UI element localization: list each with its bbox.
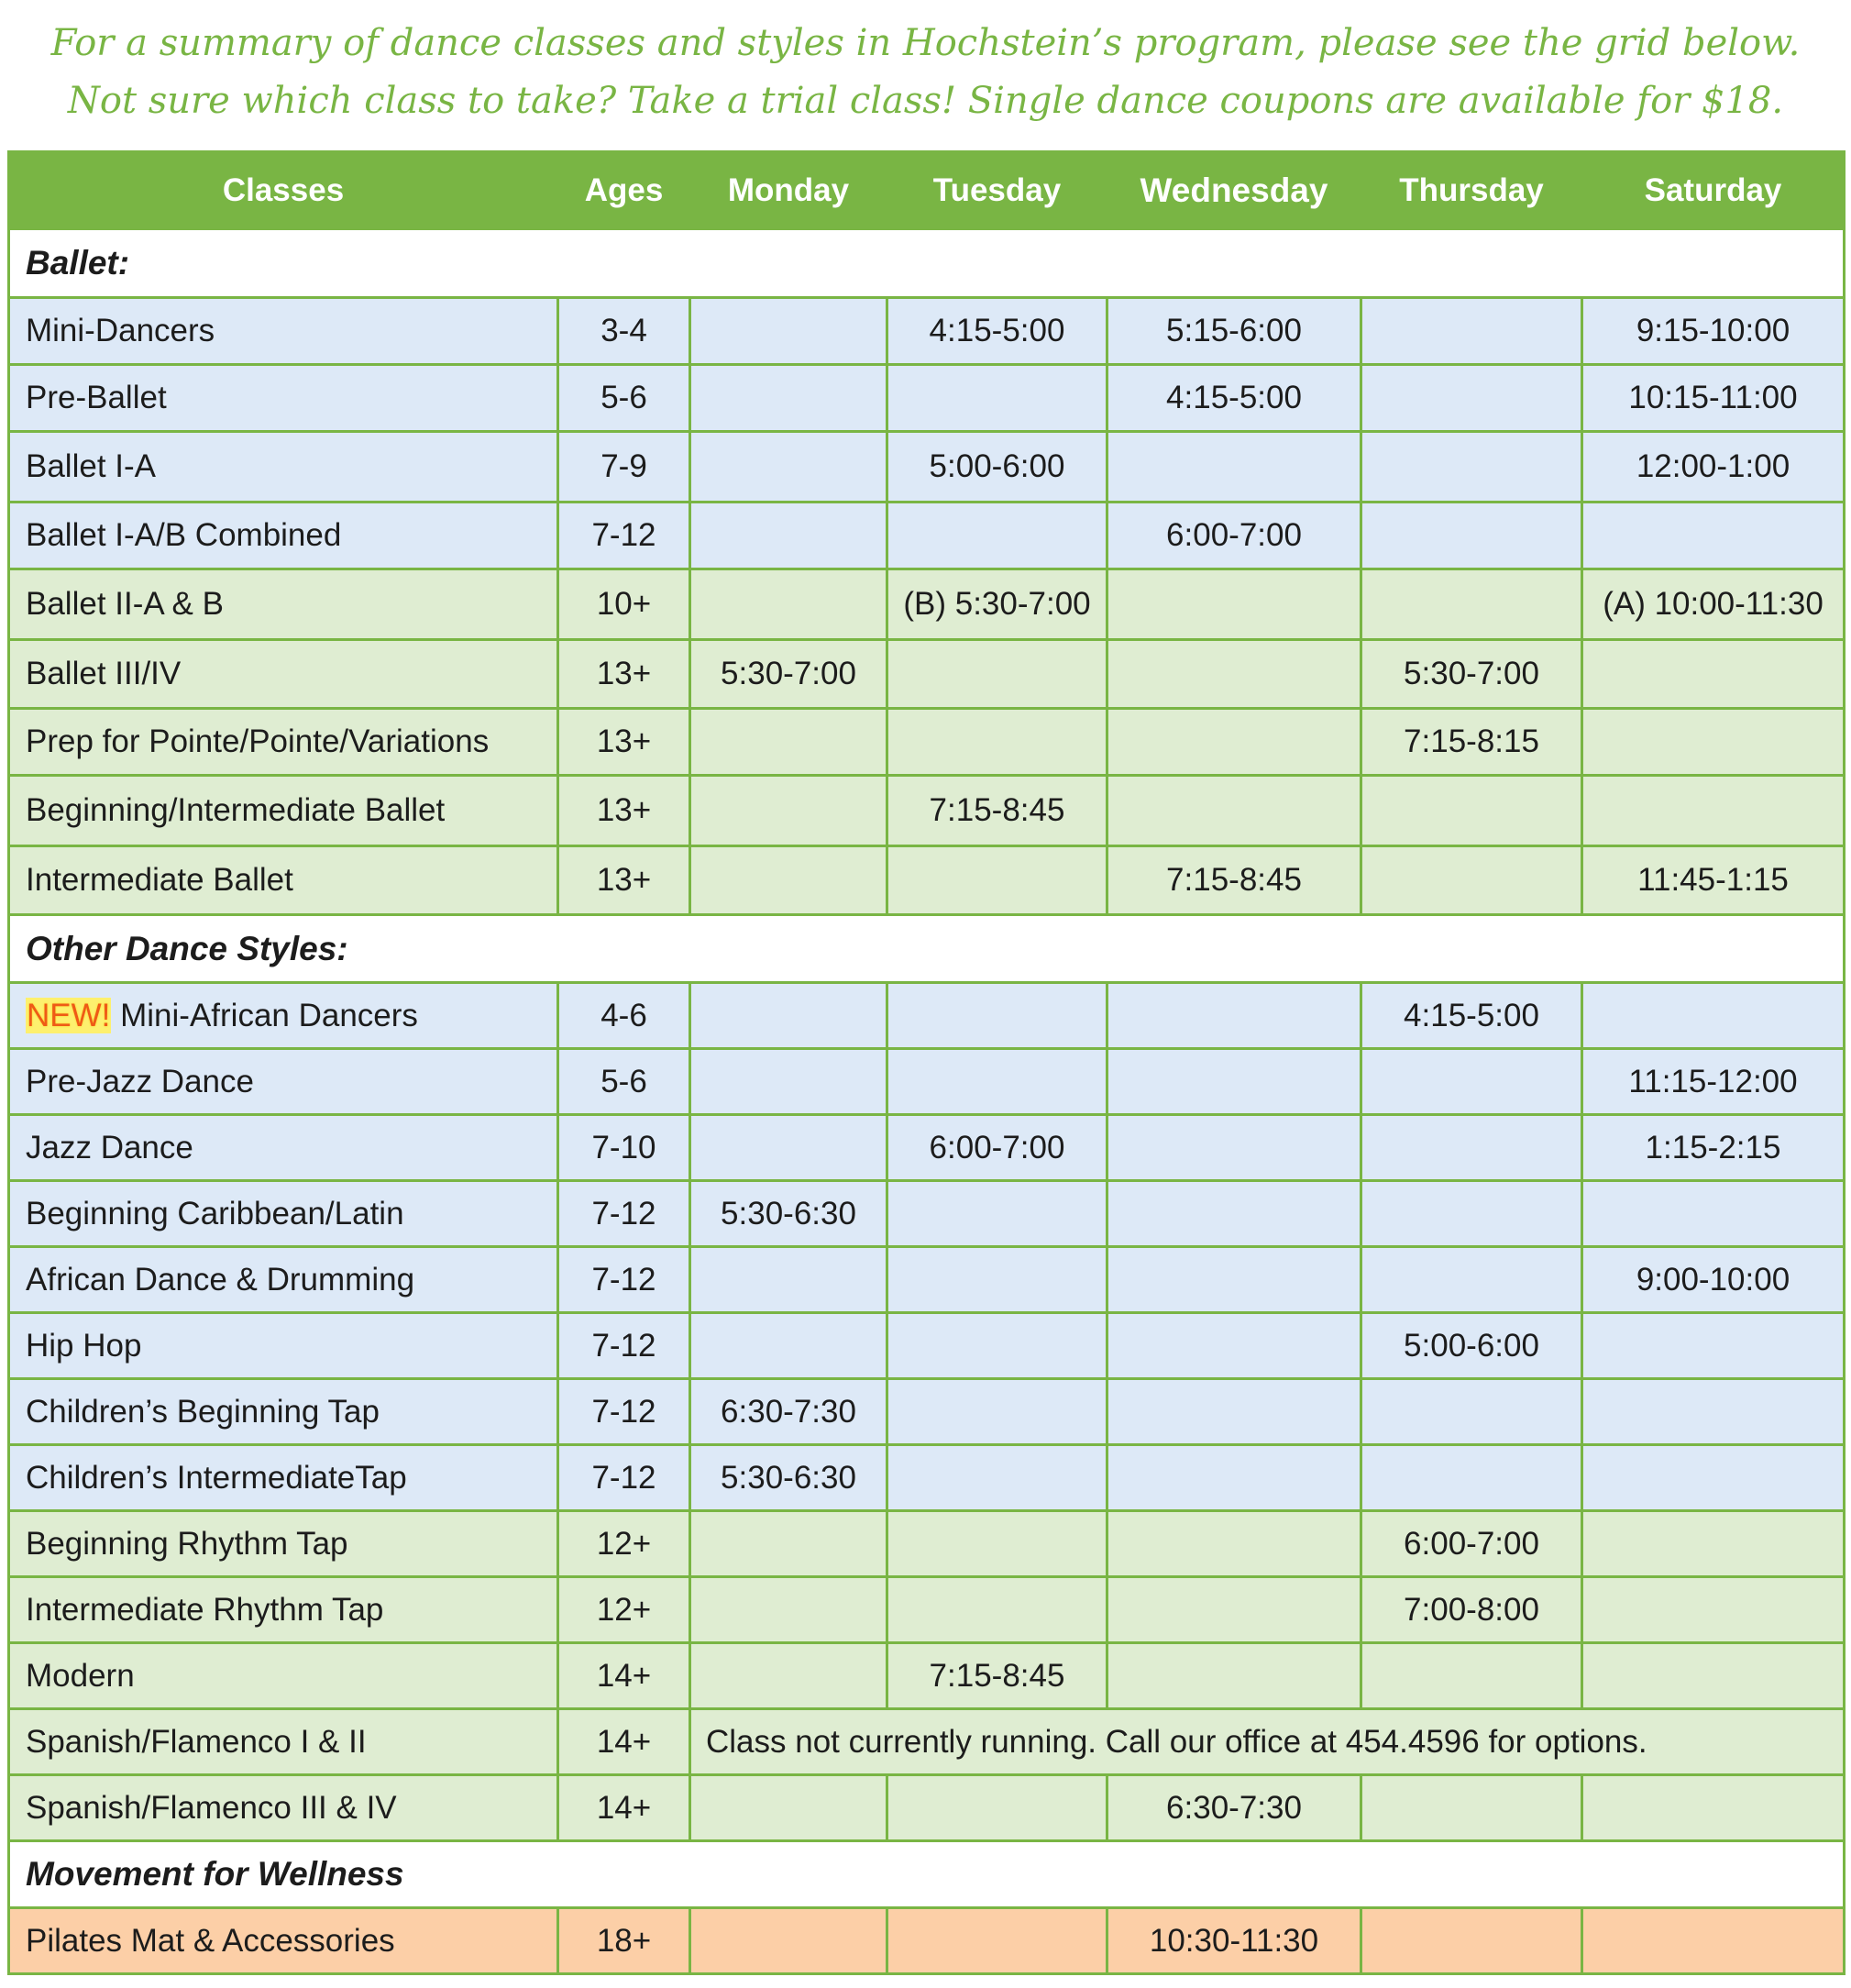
class-row: [9, 1445, 1845, 1511]
time-cell-thursday: [1361, 365, 1582, 432]
time-cell-thursday: [1361, 1247, 1582, 1313]
time-cell-tuesday: [887, 1908, 1107, 1974]
class-age-cell: 4-6: [558, 983, 690, 1049]
time-cell-saturday: [1582, 1313, 1845, 1379]
class-name-cell: [9, 1643, 558, 1709]
header-wednesday: Wednesday: [1107, 152, 1361, 229]
time-cell-monday: [690, 1511, 887, 1577]
header-saturday: Saturday: [1582, 152, 1845, 229]
class-age-cell: 18+: [558, 1908, 690, 1974]
time-cell-saturday: 11:15-12:00: [1582, 1049, 1845, 1115]
class-age-cell: 5-6: [558, 365, 690, 432]
time-cell-saturday: [1582, 1775, 1845, 1841]
time-cell-wednesday: [1107, 1247, 1361, 1313]
time-cell-tuesday: 4:15-5:00: [887, 298, 1107, 365]
class-age-cell: 14+: [558, 1709, 690, 1775]
time-cell-wednesday: [1107, 1313, 1361, 1379]
time-cell-thursday: 4:15-5:00: [1361, 983, 1582, 1049]
time-cell-thursday: [1361, 503, 1582, 569]
class-name: Ballet III/IV: [26, 656, 182, 691]
time-cell-wednesday: [1107, 1049, 1361, 1115]
time-cell-monday: 5:30-6:30: [690, 1445, 887, 1511]
time-cell-thursday: [1361, 1115, 1582, 1181]
class-name: Mini-Dancers: [26, 313, 215, 348]
time-cell-thursday: 7:15-8:15: [1361, 709, 1582, 776]
class-row: [9, 640, 1845, 709]
class-name-cell: [9, 365, 558, 432]
class-age-cell: 3-4: [558, 298, 690, 365]
time-cell-saturday: 9:15-10:00: [1582, 298, 1845, 365]
class-row: [9, 1709, 1845, 1775]
header-thursday: Thursday: [1361, 152, 1582, 229]
class-age-cell: 5-6: [558, 1049, 690, 1115]
class-name-cell: [9, 1247, 558, 1313]
time-cell-monday: [690, 846, 887, 915]
class-name-cell: [9, 1049, 558, 1115]
time-cell-thursday: [1361, 1181, 1582, 1247]
class-row: [9, 1908, 1845, 1974]
time-cell-saturday: 12:00-1:00: [1582, 432, 1845, 503]
time-cell-tuesday: 5:00-6:00: [887, 432, 1107, 503]
time-cell-wednesday: 6:00-7:00: [1107, 503, 1361, 569]
time-cell-monday: [690, 1577, 887, 1643]
class-row: [9, 1247, 1845, 1313]
time-cell-saturday: 10:15-11:00: [1582, 365, 1845, 432]
time-cell-tuesday: [887, 503, 1107, 569]
time-cell-wednesday: [1107, 1115, 1361, 1181]
class-row: [9, 1379, 1845, 1445]
time-cell-saturday: [1582, 776, 1845, 846]
time-cell-wednesday: 4:15-5:00: [1107, 365, 1361, 432]
class-name: Intermediate Rhythm Tap: [26, 1591, 384, 1628]
time-cell-monday: 5:30-7:00: [690, 640, 887, 709]
time-cell-tuesday: 7:15-8:45: [887, 776, 1107, 846]
class-name: Pre-Ballet: [26, 380, 167, 415]
class-row: [9, 846, 1845, 915]
time-cell-thursday: 5:30-7:00: [1361, 640, 1582, 709]
class-row: [9, 1643, 1845, 1709]
time-cell-monday: [690, 298, 887, 365]
class-age-cell: 7-12: [558, 1181, 690, 1247]
time-cell-tuesday: [887, 1577, 1107, 1643]
intro-text: [0, 15, 1851, 130]
class-row: [9, 1775, 1845, 1841]
class-name-cell: [9, 1445, 558, 1511]
time-cell-saturday: 1:15-2:15: [1582, 1115, 1845, 1181]
time-cell-monday: [690, 983, 887, 1049]
class-name: Hip Hop: [26, 1327, 142, 1364]
class-age-cell: 13+: [558, 846, 690, 915]
time-cell-monday: [690, 709, 887, 776]
time-cell-monday: [690, 1049, 887, 1115]
class-name: Ballet I-A/B Combined: [26, 517, 342, 553]
class-age-cell: 7-12: [558, 1313, 690, 1379]
time-cell-monday: [690, 1313, 887, 1379]
time-cell-tuesday: [887, 983, 1107, 1049]
time-cell-tuesday: [887, 1313, 1107, 1379]
time-cell-tuesday: [887, 1445, 1107, 1511]
class-name: Intermediate Ballet: [26, 862, 293, 898]
class-name: Spanish/Flamenco III & IV: [26, 1789, 397, 1826]
class-name-cell: [9, 1908, 558, 1974]
time-cell-monday: [690, 1775, 887, 1841]
class-name: African Dance & Drumming: [26, 1261, 415, 1298]
header-ages: Ages: [558, 152, 690, 229]
time-cell-monday: 5:30-6:30: [690, 1181, 887, 1247]
header-classes: Classes: [9, 152, 558, 229]
time-cell-monday: [690, 1908, 887, 1974]
time-cell-wednesday: [1107, 569, 1361, 640]
class-age-cell: 12+: [558, 1577, 690, 1643]
time-cell-thursday: [1361, 1643, 1582, 1709]
time-cell-thursday: [1361, 432, 1582, 503]
time-cell-thursday: [1361, 569, 1582, 640]
class-name-cell: [9, 569, 558, 640]
time-cell-saturday: [1582, 1908, 1845, 1974]
time-cell-wednesday: [1107, 1511, 1361, 1577]
section-title: Ballet:: [9, 229, 1845, 298]
time-cell-thursday: [1361, 1908, 1582, 1974]
class-row: [9, 1115, 1845, 1181]
class-name-cell: [9, 640, 558, 709]
class-name-cell: [9, 1181, 558, 1247]
time-cell-monday: 6:30-7:30: [690, 1379, 887, 1445]
class-age-cell: 7-12: [558, 503, 690, 569]
class-row: [9, 503, 1845, 569]
time-cell-saturday: [1582, 983, 1845, 1049]
class-age-cell: 13+: [558, 709, 690, 776]
time-cell-tuesday: [887, 640, 1107, 709]
time-cell-tuesday: (B) 5:30-7:00: [887, 569, 1107, 640]
class-age-cell: 12+: [558, 1511, 690, 1577]
time-cell-thursday: [1361, 1445, 1582, 1511]
time-cell-wednesday: 10:30-11:30: [1107, 1908, 1361, 1974]
time-cell-monday: [690, 1643, 887, 1709]
class-name: Spanish/Flamenco I & II: [26, 1723, 367, 1760]
class-name-cell: [9, 1709, 558, 1775]
class-note-cell: Class not currently running. Call our office at 454.4596 for options.: [690, 1709, 1845, 1775]
time-cell-tuesday: [887, 1181, 1107, 1247]
time-cell-tuesday: 7:15-8:45: [887, 1643, 1107, 1709]
time-cell-wednesday: [1107, 709, 1361, 776]
new-badge: NEW!: [27, 997, 111, 1033]
class-row: [9, 432, 1845, 503]
class-name-cell: [9, 432, 558, 503]
class-age-cell: 7-10: [558, 1115, 690, 1181]
time-cell-tuesday: [887, 709, 1107, 776]
time-cell-thursday: [1361, 298, 1582, 365]
header-monday: Monday: [690, 152, 887, 229]
header-row: [9, 152, 1845, 229]
time-cell-monday: [690, 569, 887, 640]
time-cell-thursday: [1361, 776, 1582, 846]
time-cell-tuesday: [887, 1511, 1107, 1577]
class-name: Jazz Dance: [26, 1129, 193, 1165]
time-cell-wednesday: [1107, 1643, 1361, 1709]
time-cell-saturday: 11:45-1:15: [1582, 846, 1845, 915]
time-cell-thursday: 6:00-7:00: [1361, 1511, 1582, 1577]
time-cell-monday: [690, 365, 887, 432]
intro-line-2: Not sure which class to take? Take a trial class! Single dance coupons are available for $18.: [67, 80, 1784, 122]
class-age-cell: 7-12: [558, 1379, 690, 1445]
time-cell-saturday: [1582, 503, 1845, 569]
class-name-cell: [9, 1379, 558, 1445]
class-name: Mini-African Dancers: [111, 997, 418, 1033]
time-cell-saturday: [1582, 640, 1845, 709]
class-name-cell: [9, 983, 558, 1049]
class-row: [9, 983, 1845, 1049]
class-name-cell: [9, 1577, 558, 1643]
time-cell-wednesday: [1107, 1379, 1361, 1445]
time-cell-saturday: [1582, 1643, 1845, 1709]
class-name-cell: [9, 709, 558, 776]
time-cell-wednesday: [1107, 983, 1361, 1049]
class-name-cell: [9, 1313, 558, 1379]
class-row: [9, 569, 1845, 640]
time-cell-monday: [690, 1115, 887, 1181]
time-cell-tuesday: 6:00-7:00: [887, 1115, 1107, 1181]
time-cell-wednesday: [1107, 432, 1361, 503]
time-cell-wednesday: [1107, 1181, 1361, 1247]
time-cell-thursday: 5:00-6:00: [1361, 1313, 1582, 1379]
class-row: [9, 709, 1845, 776]
class-age-cell: 14+: [558, 1643, 690, 1709]
class-age-cell: 14+: [558, 1775, 690, 1841]
time-cell-saturday: [1582, 1379, 1845, 1445]
class-name: Pre-Jazz Dance: [26, 1063, 254, 1099]
time-cell-saturday: [1582, 709, 1845, 776]
intro-line-1: For a summary of dance classes and styles in Hochstein’s program, please see the grid below.: [50, 22, 1801, 64]
header-tuesday: Tuesday: [887, 152, 1107, 229]
class-name-cell: [9, 1775, 558, 1841]
time-cell-wednesday: 7:15-8:45: [1107, 846, 1361, 915]
class-name-cell: [9, 776, 558, 846]
time-cell-wednesday: [1107, 776, 1361, 846]
time-cell-wednesday: [1107, 1445, 1361, 1511]
class-name: Children’s IntermediateTap: [26, 1459, 407, 1496]
time-cell-tuesday: [887, 1247, 1107, 1313]
section-title: Other Dance Styles:: [9, 915, 1845, 983]
time-cell-thursday: [1361, 846, 1582, 915]
time-cell-saturday: 9:00-10:00: [1582, 1247, 1845, 1313]
section-header-row: [9, 915, 1845, 983]
class-row: [9, 365, 1845, 432]
class-name: Beginning Caribbean/Latin: [26, 1195, 404, 1231]
class-age-cell: 13+: [558, 640, 690, 709]
class-name-cell: [9, 1511, 558, 1577]
section-header-row: [9, 1841, 1845, 1908]
class-name-cell: [9, 846, 558, 915]
class-name: Beginning Rhythm Tap: [26, 1525, 348, 1562]
class-name: Modern: [26, 1657, 135, 1694]
time-cell-wednesday: 6:30-7:30: [1107, 1775, 1361, 1841]
class-row: [9, 1577, 1845, 1643]
time-cell-tuesday: [887, 1775, 1107, 1841]
time-cell-saturday: [1582, 1445, 1845, 1511]
class-name: Children’s Beginning Tap: [26, 1393, 380, 1430]
class-name: Pilates Mat & Accessories: [26, 1922, 395, 1959]
time-cell-monday: [690, 776, 887, 846]
section-header-row: [9, 229, 1845, 298]
class-age-cell: 7-12: [558, 1247, 690, 1313]
time-cell-saturday: [1582, 1181, 1845, 1247]
time-cell-thursday: 7:00-8:00: [1361, 1577, 1582, 1643]
time-cell-wednesday: [1107, 640, 1361, 709]
class-age-cell: 13+: [558, 776, 690, 846]
class-row: [9, 1049, 1845, 1115]
time-cell-tuesday: [887, 1379, 1107, 1445]
time-cell-monday: [690, 1247, 887, 1313]
class-row: [9, 1511, 1845, 1577]
class-age-cell: 7-12: [558, 1445, 690, 1511]
time-cell-wednesday: 5:15-6:00: [1107, 298, 1361, 365]
time-cell-tuesday: [887, 365, 1107, 432]
class-name-cell: [9, 1115, 558, 1181]
class-row: [9, 298, 1845, 365]
time-cell-saturday: [1582, 1577, 1845, 1643]
section-title: Movement for Wellness: [9, 1841, 1845, 1908]
time-cell-monday: [690, 503, 887, 569]
time-cell-tuesday: [887, 1049, 1107, 1115]
class-name: Prep for Pointe/Pointe/Variations: [26, 723, 490, 759]
time-cell-wednesday: [1107, 1577, 1361, 1643]
class-name: Ballet I-A: [26, 448, 156, 484]
time-cell-thursday: [1361, 1775, 1582, 1841]
class-age-cell: 10+: [558, 569, 690, 640]
class-age-cell: 7-9: [558, 432, 690, 503]
time-cell-saturday: (A) 10:00-11:30: [1582, 569, 1845, 640]
class-name-cell: [9, 298, 558, 365]
class-name-cell: [9, 503, 558, 569]
time-cell-monday: [690, 432, 887, 503]
class-row: [9, 776, 1845, 846]
time-cell-saturday: [1582, 1511, 1845, 1577]
class-name: Ballet II-A & B: [26, 586, 224, 622]
time-cell-tuesday: [887, 846, 1107, 915]
class-name: Beginning/Intermediate Ballet: [26, 792, 446, 828]
time-cell-thursday: [1361, 1049, 1582, 1115]
dance-schedule-table: [7, 150, 1845, 1975]
class-row: [9, 1313, 1845, 1379]
class-row: [9, 1181, 1845, 1247]
time-cell-thursday: [1361, 1379, 1582, 1445]
